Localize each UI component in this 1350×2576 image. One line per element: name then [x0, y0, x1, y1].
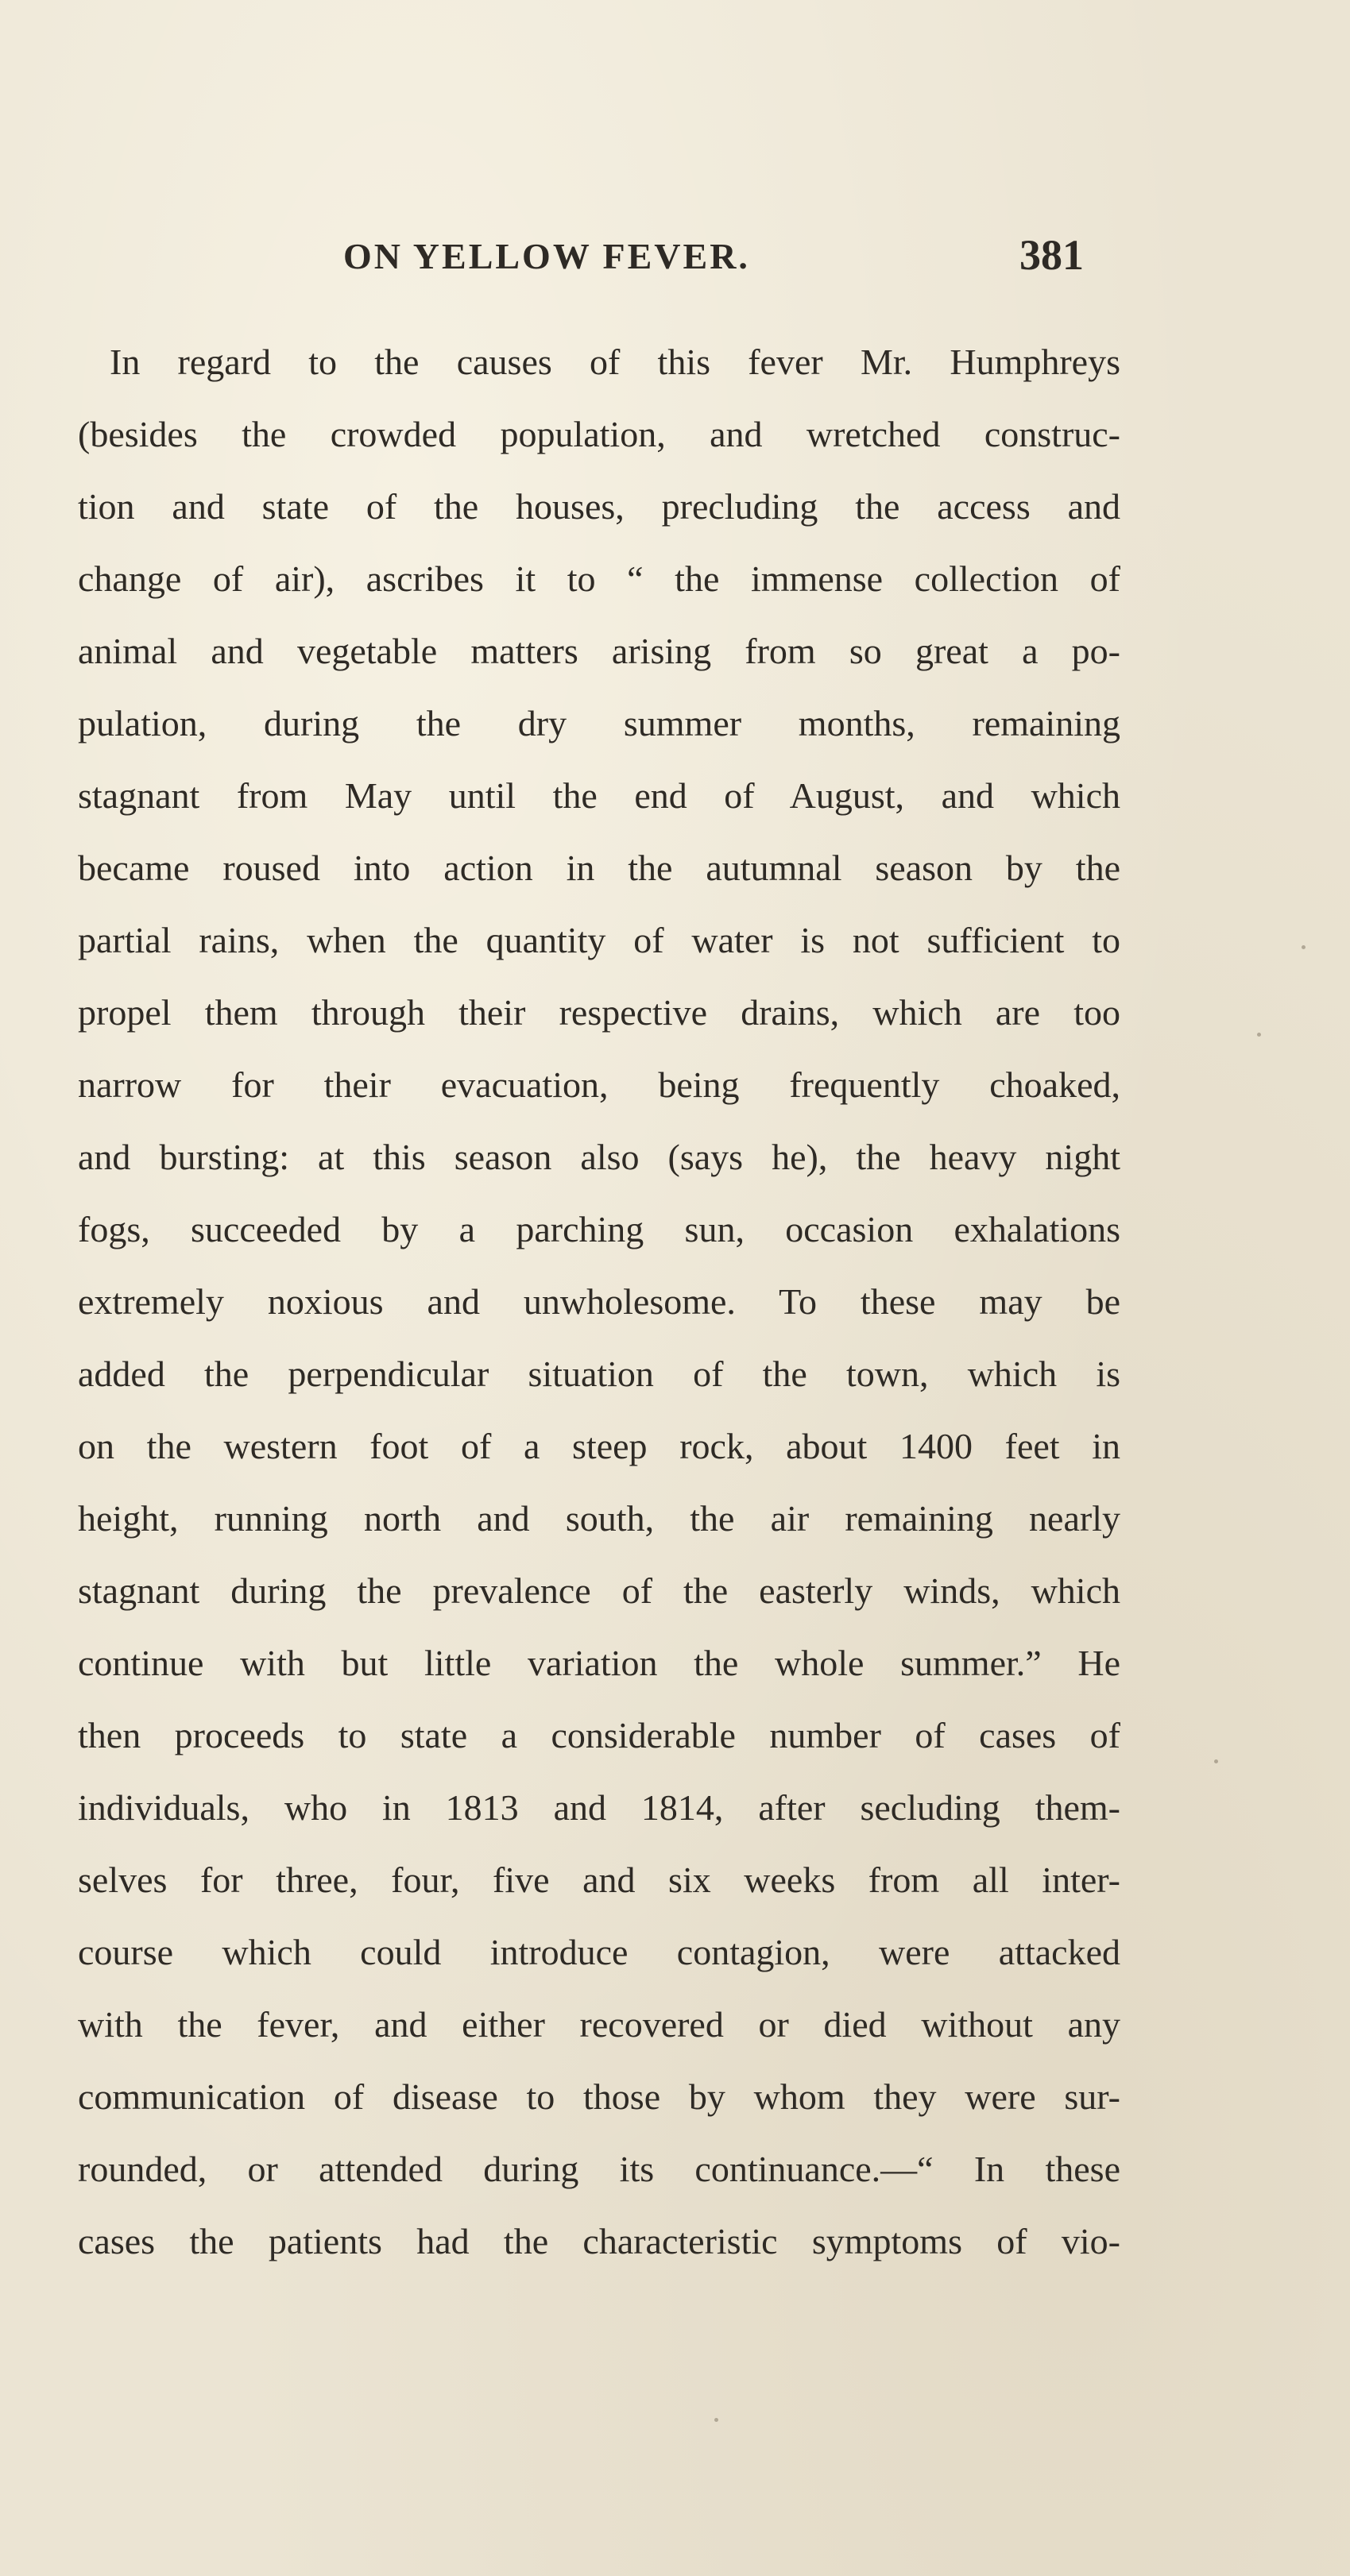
- paper-speck: [714, 2418, 718, 2422]
- text-line: communication of disease to those by whom they were sur-: [78, 2076, 1120, 2117]
- paper-speck: [1302, 945, 1306, 949]
- text-line: height, running north and south, the air remaining nearly: [78, 1498, 1120, 1539]
- text-line: with the fever, and either recovered or died without any: [78, 2004, 1120, 2045]
- text-line: selves for three, four, five and six weeks from all inter-: [78, 1860, 1120, 1900]
- text-line: on the western foot of a steep rock, about 1400 feet in: [78, 1426, 1120, 1466]
- text-line: individuals, who in 1813 and 1814, after secluding them-: [78, 1787, 1120, 1828]
- text-line: narrow for their evacuation, being frequently choaked,: [78, 1064, 1120, 1105]
- text-line: (besides the crowded population, and wretched construc-: [78, 414, 1120, 454]
- text-line: partial rains, when the quantity of water is not sufficient to: [78, 920, 1120, 960]
- paper-speck: [1257, 1033, 1261, 1037]
- body-text: [78, 326, 1120, 2277]
- text-line: pulation, during the dry summer months, remaining: [78, 703, 1120, 743]
- text-line: became roused into action in the autumnal season by the: [78, 848, 1120, 888]
- text-line: propel them through their respective drains, which are too: [78, 992, 1120, 1033]
- text-line: animal and vegetable matters arising from so great a po-: [78, 631, 1120, 671]
- text-line: course which could introduce contagion, were attacked: [78, 1932, 1120, 1972]
- text-line: continue with but little variation the whole summer.” He: [78, 1643, 1120, 1683]
- running-head: ON YELLOW FEVER.: [343, 236, 750, 276]
- text-line: added the perpendicular situation of the town, which is: [78, 1354, 1120, 1394]
- text-line: In regard to the causes of this fever Mr. Humphreys: [110, 342, 1120, 382]
- text-line: and bursting: at this season also (says he), the heavy night: [78, 1137, 1120, 1177]
- text-line: cases the patients had the characteristic symptoms of vio-: [78, 2221, 1120, 2261]
- text-line: change of air), ascribes it to “ the immense collection of: [78, 558, 1120, 599]
- text-line: then proceeds to state a considerable number of cases of: [78, 1715, 1120, 1755]
- page-number: 381: [1019, 231, 1084, 279]
- text-line: rounded, or attended during its continuance.—“ In these: [78, 2149, 1120, 2189]
- page-header: [0, 230, 1350, 294]
- text-line: tion and state of the houses, precluding the access and: [78, 486, 1120, 527]
- text-line: stagnant from May until the end of August, and which: [78, 775, 1120, 816]
- paper-speck: [1214, 1759, 1218, 1763]
- text-line: stagnant during the prevalence of the easterly winds, which: [78, 1570, 1120, 1611]
- text-line: fogs, succeeded by a parching sun, occasion exhalations: [78, 1209, 1120, 1249]
- text-line: extremely noxious and unwholesome. To these may be: [78, 1281, 1120, 1322]
